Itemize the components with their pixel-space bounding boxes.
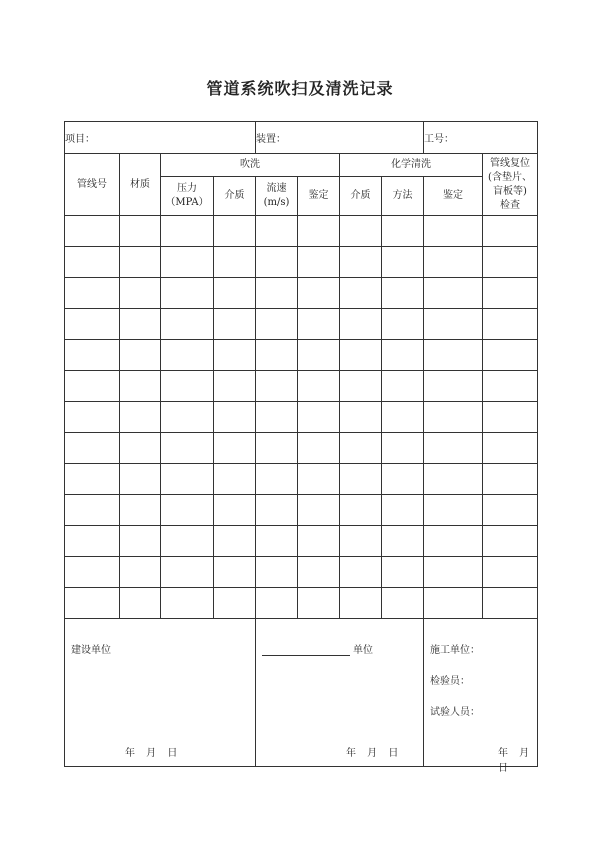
- table-cell[interactable]: [483, 216, 538, 247]
- table-cell[interactable]: [214, 433, 256, 464]
- table-cell[interactable]: [214, 495, 256, 526]
- unit-suffix: 单位: [353, 645, 373, 656]
- table-cell[interactable]: [298, 433, 340, 464]
- table-cell[interactable]: [120, 526, 161, 557]
- table-row: [65, 557, 538, 588]
- table-cell[interactable]: [65, 402, 120, 433]
- contractor-date: 年 月 日: [498, 748, 530, 774]
- pressure-line-1: 压力: [177, 183, 197, 194]
- header-purge: 吹洗: [161, 154, 340, 177]
- table-cell[interactable]: [424, 340, 483, 371]
- table-cell[interactable]: [483, 464, 538, 495]
- table-cell[interactable]: [256, 495, 298, 526]
- contractor-signature-cell[interactable]: [424, 619, 538, 774]
- flow-line-1: 流速: [266, 183, 287, 194]
- table-cell[interactable]: [256, 216, 298, 247]
- owner-date: 年 月 日: [125, 748, 178, 759]
- table-cell[interactable]: [340, 495, 382, 526]
- table-cell[interactable]: [424, 216, 483, 247]
- project-field[interactable]: 项目：: [65, 122, 256, 154]
- table-cell[interactable]: [340, 216, 382, 247]
- contractor-fields: [430, 641, 480, 734]
- table-cell[interactable]: [340, 526, 382, 557]
- table-cell[interactable]: [161, 278, 214, 309]
- table-cell[interactable]: [65, 340, 120, 371]
- table-cell[interactable]: [120, 464, 161, 495]
- table-cell[interactable]: [161, 371, 214, 402]
- table-cell[interactable]: [65, 216, 120, 247]
- table-cell[interactable]: [65, 278, 120, 309]
- record-table: [64, 121, 538, 774]
- signature-row: [65, 619, 538, 767]
- table-cell[interactable]: [382, 340, 424, 371]
- table-cell[interactable]: [424, 433, 483, 464]
- table-cell[interactable]: [120, 371, 161, 402]
- header-material: 材质: [120, 154, 161, 216]
- table-cell[interactable]: [340, 464, 382, 495]
- table-cell[interactable]: [424, 402, 483, 433]
- table-cell[interactable]: [214, 309, 256, 340]
- table-cell[interactable]: [298, 247, 340, 278]
- table-cell[interactable]: [298, 278, 340, 309]
- table-cell[interactable]: [65, 309, 120, 340]
- table-cell[interactable]: [483, 433, 538, 464]
- table-cell[interactable]: [483, 588, 538, 619]
- table-cell[interactable]: [120, 495, 161, 526]
- table-cell[interactable]: [483, 495, 538, 526]
- table-cell[interactable]: [161, 495, 214, 526]
- table-cell[interactable]: [340, 557, 382, 588]
- table-cell[interactable]: [120, 340, 161, 371]
- table-cell[interactable]: [161, 309, 214, 340]
- table-cell[interactable]: [214, 557, 256, 588]
- table-cell[interactable]: [214, 588, 256, 619]
- table-cell[interactable]: [161, 216, 214, 247]
- table-row: [65, 433, 538, 464]
- table-cell[interactable]: [214, 340, 256, 371]
- table-cell[interactable]: [65, 433, 120, 464]
- restore-line-4: 检查: [500, 199, 520, 211]
- job-no-field[interactable]: 工号：: [424, 122, 538, 154]
- table-row: [65, 588, 538, 619]
- table-row: [65, 402, 538, 433]
- table-cell[interactable]: [424, 495, 483, 526]
- table-cell[interactable]: [382, 557, 424, 588]
- table-cell[interactable]: [256, 464, 298, 495]
- header-pipe-no: 管线号: [65, 154, 120, 216]
- table-cell[interactable]: [382, 371, 424, 402]
- table-cell[interactable]: [298, 588, 340, 619]
- header-flow: [256, 177, 298, 216]
- table-cell[interactable]: [340, 340, 382, 371]
- table-row: [65, 340, 538, 371]
- table-row: [65, 309, 538, 340]
- table-cell[interactable]: [214, 216, 256, 247]
- table-cell[interactable]: [298, 402, 340, 433]
- table-cell[interactable]: [340, 278, 382, 309]
- data-rows: [65, 216, 538, 619]
- table-cell[interactable]: [340, 371, 382, 402]
- table-cell[interactable]: [483, 402, 538, 433]
- unit-signature-cell[interactable]: [256, 619, 424, 767]
- table-cell[interactable]: [382, 402, 424, 433]
- table-row: [65, 278, 538, 309]
- table-cell[interactable]: [298, 557, 340, 588]
- owner-signature-cell[interactable]: [65, 619, 256, 767]
- table-cell[interactable]: [382, 247, 424, 278]
- table-cell[interactable]: [382, 278, 424, 309]
- unit-date: 年 月 日: [346, 748, 399, 759]
- table-row: [65, 495, 538, 526]
- table-cell[interactable]: [161, 402, 214, 433]
- pressure-line-2: （MPA）: [165, 197, 209, 208]
- table-cell[interactable]: [424, 526, 483, 557]
- table-cell[interactable]: [424, 309, 483, 340]
- table-cell[interactable]: [298, 526, 340, 557]
- unit-name-line[interactable]: [262, 645, 350, 656]
- restore-line-1: 管线复位: [490, 157, 530, 169]
- table-row: [65, 371, 538, 402]
- table-row: [65, 464, 538, 495]
- table-cell[interactable]: [340, 588, 382, 619]
- inspector-label: 检验员：: [430, 676, 470, 687]
- table-cell[interactable]: [256, 340, 298, 371]
- table-row: [65, 247, 538, 278]
- table-cell[interactable]: [120, 309, 161, 340]
- table-cell[interactable]: [161, 247, 214, 278]
- header-method: 方法: [382, 177, 424, 216]
- table-cell[interactable]: [65, 557, 120, 588]
- table-cell[interactable]: [298, 309, 340, 340]
- restore-line-2: (含垫片、: [488, 171, 532, 183]
- table-cell[interactable]: [424, 464, 483, 495]
- table-cell[interactable]: [65, 464, 120, 495]
- unit-label: [262, 641, 373, 656]
- table-cell[interactable]: [298, 464, 340, 495]
- table-cell[interactable]: [382, 495, 424, 526]
- table-cell[interactable]: [298, 371, 340, 402]
- table-cell[interactable]: [120, 433, 161, 464]
- header-medium-2: 介质: [340, 177, 382, 216]
- table-cell[interactable]: [214, 402, 256, 433]
- table-cell[interactable]: [65, 526, 120, 557]
- table-cell[interactable]: [214, 464, 256, 495]
- table-cell[interactable]: [424, 557, 483, 588]
- page-title: 管道系统吹扫及清洗记录: [206, 79, 394, 98]
- table-row: [65, 526, 538, 557]
- table-cell[interactable]: [382, 526, 424, 557]
- table-cell[interactable]: [161, 557, 214, 588]
- header-pressure: [161, 177, 214, 216]
- table-cell[interactable]: [120, 402, 161, 433]
- table-cell[interactable]: [382, 464, 424, 495]
- header-chem-clean: 化学清洗: [340, 154, 483, 177]
- header-restore-check: [483, 154, 538, 216]
- table-cell[interactable]: [120, 216, 161, 247]
- table-cell[interactable]: [65, 371, 120, 402]
- owner-label: 建设单位: [71, 645, 111, 656]
- table-cell[interactable]: [65, 247, 120, 278]
- table-cell[interactable]: [424, 247, 483, 278]
- table-cell[interactable]: [340, 402, 382, 433]
- table-cell[interactable]: [214, 526, 256, 557]
- table-cell[interactable]: [483, 247, 538, 278]
- table-cell[interactable]: [340, 247, 382, 278]
- flow-line-2: (m/s): [263, 197, 290, 208]
- table-cell[interactable]: [382, 433, 424, 464]
- table-cell[interactable]: [298, 216, 340, 247]
- table-cell[interactable]: [256, 247, 298, 278]
- table-cell[interactable]: [424, 371, 483, 402]
- table-cell[interactable]: [256, 371, 298, 402]
- table-cell[interactable]: [483, 278, 538, 309]
- info-row: [65, 122, 538, 154]
- table-cell[interactable]: [424, 278, 483, 309]
- header-verify: 鉴定: [298, 177, 340, 216]
- contractor-label: 施工单位：: [430, 645, 480, 656]
- table-cell[interactable]: [256, 557, 298, 588]
- table-cell[interactable]: [382, 588, 424, 619]
- table-row: [65, 216, 538, 247]
- device-field[interactable]: 装置：: [256, 122, 424, 154]
- header-verify-2: 鉴定: [424, 177, 483, 216]
- table-cell[interactable]: [161, 433, 214, 464]
- header-row-1: [65, 154, 538, 177]
- table-cell[interactable]: [256, 309, 298, 340]
- table-cell[interactable]: [120, 247, 161, 278]
- table-cell[interactable]: [340, 309, 382, 340]
- table-cell[interactable]: [382, 216, 424, 247]
- table-cell[interactable]: [120, 588, 161, 619]
- table-cell[interactable]: [340, 433, 382, 464]
- table-cell[interactable]: [382, 309, 424, 340]
- table-cell[interactable]: [161, 340, 214, 371]
- table-cell[interactable]: [161, 464, 214, 495]
- header-medium: 介质: [214, 177, 256, 216]
- table-cell[interactable]: [214, 371, 256, 402]
- table-cell[interactable]: [483, 557, 538, 588]
- table-cell[interactable]: [298, 495, 340, 526]
- table-cell[interactable]: [214, 278, 256, 309]
- table-cell[interactable]: [120, 557, 161, 588]
- table-cell[interactable]: [483, 340, 538, 371]
- table-cell[interactable]: [161, 588, 214, 619]
- tester-label: 试验人员：: [430, 707, 480, 718]
- table-cell[interactable]: [483, 371, 538, 402]
- table-cell[interactable]: [424, 588, 483, 619]
- table-cell[interactable]: [120, 278, 161, 309]
- table-cell[interactable]: [256, 402, 298, 433]
- table-cell[interactable]: [256, 526, 298, 557]
- table-cell[interactable]: [161, 526, 214, 557]
- table-cell[interactable]: [256, 588, 298, 619]
- table-cell[interactable]: [65, 588, 120, 619]
- table-cell[interactable]: [214, 247, 256, 278]
- table-cell[interactable]: [483, 526, 538, 557]
- restore-line-3: 盲板等): [493, 185, 527, 197]
- table-cell[interactable]: [298, 340, 340, 371]
- table-cell[interactable]: [256, 278, 298, 309]
- table-cell[interactable]: [483, 309, 538, 340]
- table-cell[interactable]: [256, 433, 298, 464]
- table-cell[interactable]: [65, 495, 120, 526]
